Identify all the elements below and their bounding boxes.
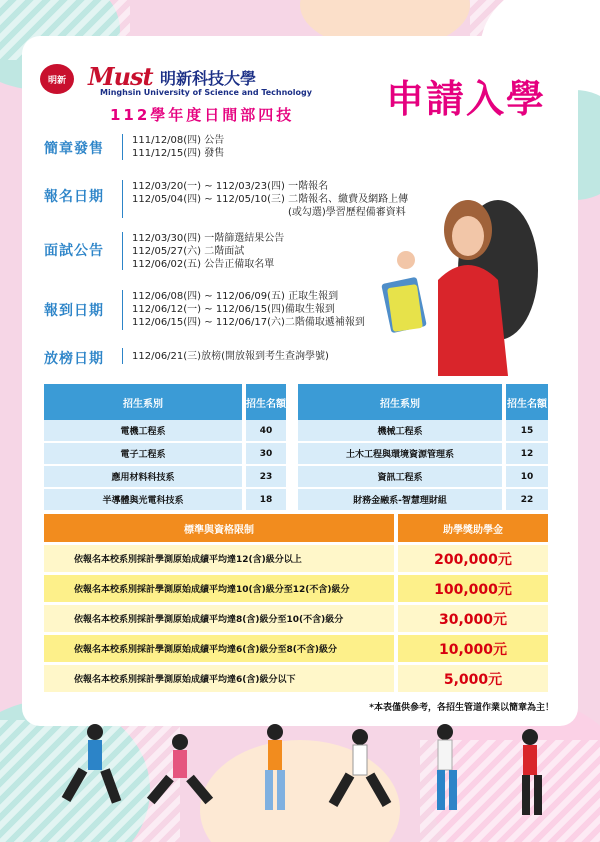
schedule-line: 112/03/30(四) 一階篩選結果公告 (132, 233, 285, 244)
scholarship-amount: 30,000元 (398, 605, 548, 632)
table-cell-quota: 12 (506, 443, 548, 464)
scholarship-condition: 依報名本校系別採計學測原始成績平均達10(含)級分至12(不含)級分 (44, 575, 394, 602)
table-cell-quota: 10 (506, 466, 548, 487)
school-emblem: 明新 (40, 64, 74, 94)
admissions-header-quota-right: 招生名額 (506, 384, 548, 420)
table-cell-dept: 機械工程系 (298, 420, 502, 441)
page-title: 申請入學 (386, 77, 547, 121)
schedule-line: 112/06/15(四) ~ 112/06/17(六)二階備取遞補報到 (132, 317, 365, 328)
table-cell-dept: 應用材料科技系 (44, 466, 242, 487)
scholarship-condition: 依報名本校系別採計學測原始成績平均達8(含)級分至10(不含)級分 (44, 605, 394, 632)
table-cell-quota: 18 (246, 489, 286, 510)
schedule-line: 112/06/12(一) ~ 112/06/15(四)備取生報到 (132, 304, 335, 315)
table-cell-quota: 30 (246, 443, 286, 464)
admissions-header-dept-right: 招生系別 (298, 384, 502, 420)
table-cell-quota: 23 (246, 466, 286, 487)
admissions-header-quota-left: 招生名額 (246, 384, 286, 420)
table-cell-dept: 半導體與光電科技系 (44, 489, 242, 510)
table-cell-dept: 資訊工程系 (298, 466, 502, 487)
scholarship-amount: 200,000元 (398, 545, 548, 572)
scholarship-amount: 5,000元 (398, 665, 548, 692)
schedule-line: (或勾選)學習歷程備審資料 (288, 207, 406, 218)
schedule-line: 112/03/20(一) ~ 112/03/23(四) 一階報名 (132, 181, 329, 192)
scholarship-condition: 依報名本校系別採計學測原始成績平均達12(含)級分以上 (44, 545, 394, 572)
scholarship-condition: 依報名本校系別採計學測原始成績平均達6(含)級分至8(不含)級分 (44, 635, 394, 662)
schedule-label: 報名日期 (44, 189, 104, 205)
school-name-zh: 明新科技大學 (160, 69, 257, 88)
schedule-line: 111/12/08(四) 公告 (132, 135, 225, 146)
schedule-line: 112/05/04(四) ~ 112/05/10(三) 二階報名、繳費及網路上傳 (132, 194, 409, 205)
schedule-line: 112/06/08(四) ~ 112/06/09(五) 正取生報到 (132, 291, 339, 302)
schedule-line: 112/06/02(五) 公告正備取名單 (132, 259, 275, 270)
table-cell-quota: 22 (506, 489, 548, 510)
table-cell-quota: 15 (506, 420, 548, 441)
schedule-label: 簡章發售 (44, 141, 104, 157)
table-cell-dept: 電子工程系 (44, 443, 242, 464)
footnote: *本表僅供參考，各招生管道作業以簡章為主！ (369, 703, 554, 713)
schedule-label: 面試公告 (44, 243, 104, 259)
schedule-label: 報到日期 (44, 303, 104, 319)
scholarship-header-amount: 助學獎助學金 (398, 514, 548, 542)
admissions-header-dept-left: 招生系別 (44, 384, 242, 420)
table-cell-dept: 土木工程與環境資源管理系 (298, 443, 502, 464)
school-logo-en: Must (88, 62, 153, 91)
jumping-students-illustration (0, 712, 600, 842)
schedule-line: 111/12/15(四) 發售 (132, 148, 225, 159)
scholarship-amount: 100,000元 (398, 575, 548, 602)
table-cell-dept: 財務金融系-智慧理財組 (298, 489, 502, 510)
scholarship-header-condition: 標準與資格限制 (44, 514, 394, 542)
program-subtitle: 112學年度日間部四技 (110, 106, 295, 124)
student-illustration (378, 190, 548, 376)
schedule-line: 112/05/27(六) 二階面試 (132, 246, 245, 257)
school-name-en: Minghsin University of Science and Technology (100, 88, 312, 97)
schedule-label: 放榜日期 (44, 351, 104, 367)
schedule-line: 112/06/21(三)放榜(開放報到考生查詢學號) (132, 351, 329, 362)
table-cell-dept: 電機工程系 (44, 420, 242, 441)
scholarship-amount: 10,000元 (398, 635, 548, 662)
table-cell-quota: 40 (246, 420, 286, 441)
scholarship-condition: 依報名本校系別採計學測原始成績平均達6(含)級分以下 (44, 665, 394, 692)
